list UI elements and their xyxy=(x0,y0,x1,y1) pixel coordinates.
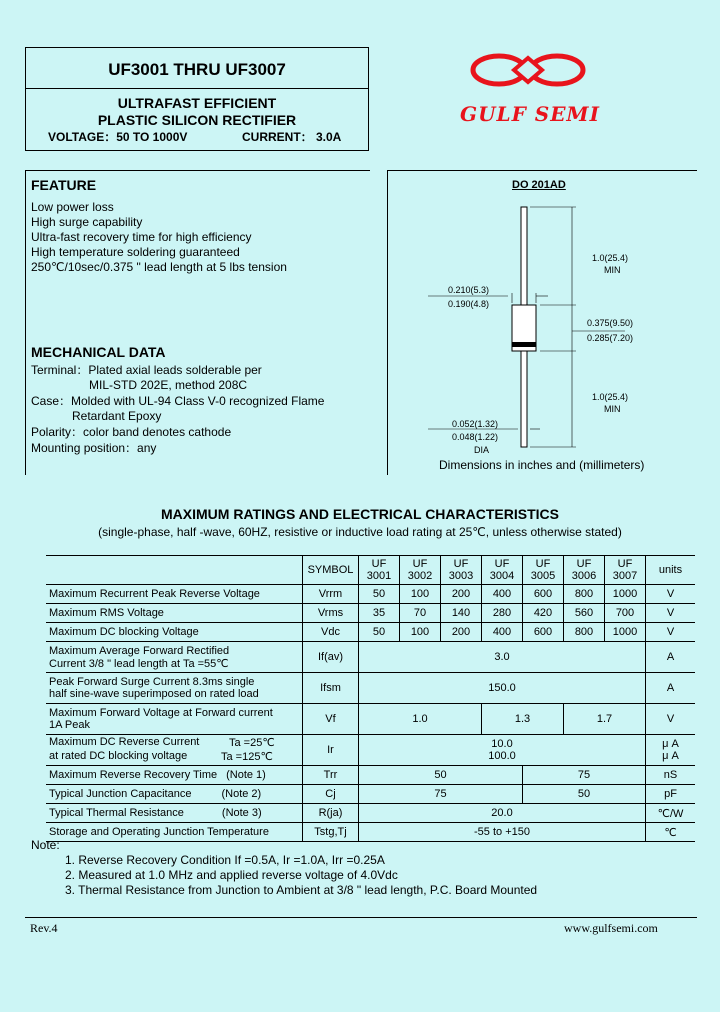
header-part-cell xyxy=(441,556,482,585)
table-row xyxy=(46,766,695,785)
lead-dia-max: 0.052(1.32) xyxy=(452,419,499,429)
param-unit: ℃/W xyxy=(646,804,696,823)
part-number: 3006 xyxy=(571,570,597,582)
lead-dia-label: DIA xyxy=(474,445,490,455)
feature-item: High surge capability xyxy=(31,215,143,229)
header-part-cell xyxy=(605,556,646,585)
table-row xyxy=(46,585,695,604)
part-prefix: UF xyxy=(412,558,428,570)
param-symbol: Tstg,Tj xyxy=(303,823,359,842)
param-description xyxy=(46,642,303,673)
param-unit: A xyxy=(646,673,696,704)
product-title-line1: ULTRAFAST EFFICIENT xyxy=(117,95,277,111)
param-value: 50 xyxy=(359,623,400,642)
param-value: 600 xyxy=(523,623,564,642)
lead-length-bottom: 1.0(25.4) xyxy=(592,392,629,402)
header-part-cell xyxy=(359,556,400,585)
desc-line: Typical Junction Capacitance xyxy=(49,788,192,800)
note-item: 1. Reverse Recovery Condition If =0.5A, Ir =1.0A, Irr =0.25A xyxy=(65,853,385,867)
ratings-title: MAXIMUM RATINGS AND ELECTRICAL CHARACTERISTICS xyxy=(161,506,559,522)
param-value: 100 xyxy=(400,585,441,604)
param-description: Maximum DC blocking Voltage xyxy=(46,623,303,642)
table-row xyxy=(46,785,695,804)
header-part-cell xyxy=(400,556,441,585)
lead-length-top-min: MIN xyxy=(604,265,621,275)
part-number: 3001 xyxy=(366,570,392,582)
param-value: 1.7 xyxy=(564,704,646,735)
param-description: Maximum RMS Voltage xyxy=(46,604,303,623)
unit-line: μ A xyxy=(662,738,679,750)
desc-line: 1A Peak xyxy=(49,719,90,731)
mechanical-line: MIL-STD 202E, method 208C xyxy=(89,378,248,392)
feature-heading: FEATURE xyxy=(31,177,97,193)
param-unit: V xyxy=(646,623,696,642)
param-value: 800 xyxy=(564,623,605,642)
param-value: 600 xyxy=(523,585,564,604)
desc-line: Peak Forward Surge Current 8.3ms single xyxy=(49,676,255,688)
param-value: 50 xyxy=(359,585,400,604)
param-description: Storage and Operating Junction Temperature xyxy=(46,823,303,842)
value-line: 10.0 xyxy=(491,738,513,750)
param-value: -55 to +150 xyxy=(359,823,646,842)
table-row xyxy=(46,642,695,673)
feature-item: Ultra-fast recovery time for high efficiency xyxy=(31,230,252,244)
table-row xyxy=(46,604,695,623)
param-symbol: Trr xyxy=(303,766,359,785)
header-units: units xyxy=(646,556,696,585)
title-box xyxy=(25,47,369,151)
param-value: 200 xyxy=(441,623,482,642)
part-prefix: UF xyxy=(535,558,551,570)
test-condition: Ta =125℃ xyxy=(221,751,273,763)
lead-dia-min: 0.048(1.22) xyxy=(452,432,499,442)
param-value: 20.0 xyxy=(359,804,646,823)
dimension-caption: Dimensions in inches and (millimeters) xyxy=(439,458,645,472)
website-link[interactable]: www.gulfsemi.com xyxy=(564,921,658,935)
note-item: 2. Measured at 1.0 MHz and applied reverse voltage of 4.0Vdc xyxy=(65,868,398,882)
param-symbol: Ir xyxy=(303,735,359,766)
param-description: Maximum Recurrent Peak Reverse Voltage xyxy=(46,585,303,604)
param-symbol: Vf xyxy=(303,704,359,735)
param-value: 1000 xyxy=(605,623,646,642)
mechanical-line: Polarity：color band denotes cathode xyxy=(31,425,232,439)
desc-line: Typical Thermal Resistance xyxy=(49,807,184,819)
revision-label: Rev.4 xyxy=(30,921,58,935)
part-prefix: UF xyxy=(494,558,510,570)
param-value: 1.0 xyxy=(359,704,482,735)
body-dia-max: 0.210(5.3) xyxy=(448,285,490,295)
logo-wordmark: GULF SEMI xyxy=(460,102,600,126)
header-part-cell xyxy=(523,556,564,585)
test-condition: Ta =25℃ xyxy=(229,737,275,749)
body-length-min: 0.285(7.20) xyxy=(587,333,634,343)
param-unit: pF xyxy=(646,785,696,804)
header-part-cell xyxy=(564,556,605,585)
param-symbol: Vrrm xyxy=(303,585,359,604)
header-symbol: SYMBOL xyxy=(303,556,359,585)
table-row xyxy=(46,823,695,842)
footer-divider xyxy=(25,917,697,918)
param-unit: V xyxy=(646,585,696,604)
header-description-cell xyxy=(46,556,303,585)
part-range-title: UF3001 THRU UF3007 xyxy=(26,48,368,89)
ratings-subtitle: (single-phase, half -wave, 60HZ, resistive or inductive load rating at 25℃, unless otherwise stated) xyxy=(98,525,622,539)
note-ref: (Note 2) xyxy=(221,788,262,800)
table-row xyxy=(46,623,695,642)
table-row xyxy=(46,673,695,704)
param-value: 50 xyxy=(523,785,646,804)
param-value: 200 xyxy=(441,585,482,604)
part-prefix: UF xyxy=(617,558,633,570)
table-row xyxy=(46,735,695,766)
note-item: 3. Thermal Resistance from Junction to Ambient at 3/8 " lead length, P.C. Board Mounted xyxy=(65,883,538,897)
note-ref: (Note 3) xyxy=(221,807,262,819)
param-description xyxy=(46,704,303,735)
table-header-row xyxy=(46,556,695,585)
part-number: 3003 xyxy=(448,570,474,582)
part-number: 3007 xyxy=(612,570,638,582)
part-prefix: UF xyxy=(453,558,469,570)
header-part-cell xyxy=(482,556,523,585)
notes-title: Note: xyxy=(31,838,60,852)
desc-line: Maximum DC Reverse Current xyxy=(49,736,200,748)
param-value: 70 xyxy=(400,604,441,623)
param-value: 560 xyxy=(564,604,605,623)
param-description xyxy=(46,766,303,785)
ratings-table xyxy=(46,555,695,842)
param-unit: V xyxy=(646,704,696,735)
product-title-line2: PLASTIC SILICON RECTIFIER xyxy=(97,112,297,128)
param-symbol: Vrms xyxy=(303,604,359,623)
note-ref: (Note 1) xyxy=(226,769,266,781)
body-length-max: 0.375(9.50) xyxy=(587,318,634,328)
param-value: 75 xyxy=(523,766,646,785)
mechanical-line: Mounting position：any xyxy=(31,441,157,455)
param-value: 1000 xyxy=(605,585,646,604)
param-value xyxy=(359,735,646,766)
param-value: 140 xyxy=(441,604,482,623)
feature-item: High temperature soldering guaranteed xyxy=(31,245,240,259)
param-value: 35 xyxy=(359,604,400,623)
desc-line: half sine-wave superimposed on rated load xyxy=(49,688,259,700)
param-value: 75 xyxy=(359,785,523,804)
mechanical-heading: MECHANICAL DATA xyxy=(31,344,166,360)
lead-length-top: 1.0(25.4) xyxy=(592,253,629,263)
param-unit: V xyxy=(646,604,696,623)
param-description xyxy=(46,735,303,766)
part-prefix: UF xyxy=(371,558,387,570)
param-symbol: Cj xyxy=(303,785,359,804)
unit-line: μ A xyxy=(662,750,679,762)
param-description xyxy=(46,673,303,704)
voltage-rating: VOLTAGE：50 TO 1000V xyxy=(48,130,188,144)
table-row xyxy=(46,704,695,735)
feature-item: 250℃/10sec/0.375 " lead length at 5 lbs tension xyxy=(31,260,287,274)
part-number: 3004 xyxy=(489,570,515,582)
desc-line: Current 3/8 " lead length at Ta =55℃ xyxy=(49,657,229,670)
param-unit: ℃ xyxy=(646,823,696,842)
param-description xyxy=(46,785,303,804)
param-value: 50 xyxy=(359,766,523,785)
package-title: DO 201AD xyxy=(512,179,566,191)
param-symbol: Vdc xyxy=(303,623,359,642)
gulf-semi-logo xyxy=(456,50,616,130)
mechanical-line: Terminal：Plated axial leads solderable per xyxy=(31,363,262,377)
param-symbol: If(av) xyxy=(303,642,359,673)
param-symbol: R(ja) xyxy=(303,804,359,823)
desc-line: Maximum Forward Voltage at Forward current xyxy=(49,707,273,719)
param-value: 800 xyxy=(564,585,605,604)
part-number: 3002 xyxy=(407,570,433,582)
mechanical-line: Case：Molded with UL-94 Class V-0 recognized Flame xyxy=(31,394,325,408)
param-value: 3.0 xyxy=(359,642,646,673)
part-number: 3005 xyxy=(530,570,556,582)
lead-length-bottom-min: MIN xyxy=(604,404,621,414)
param-value: 150.0 xyxy=(359,673,646,704)
desc-line: Maximum Average Forward Rectified xyxy=(49,644,230,657)
feature-item: Low power loss xyxy=(31,200,114,214)
param-value: 1.3 xyxy=(482,704,564,735)
param-unit xyxy=(646,735,696,766)
param-value: 100 xyxy=(400,623,441,642)
param-unit: nS xyxy=(646,766,696,785)
part-prefix: UF xyxy=(576,558,592,570)
param-value: 280 xyxy=(482,604,523,623)
table-row xyxy=(46,804,695,823)
mechanical-line: Retardant Epoxy xyxy=(72,409,162,423)
param-symbol: Ifsm xyxy=(303,673,359,704)
param-value: 400 xyxy=(482,623,523,642)
body-dia-min: 0.190(4.8) xyxy=(448,299,490,309)
param-value: 700 xyxy=(605,604,646,623)
current-rating: CURRENT： 3.0A xyxy=(242,130,342,144)
param-description xyxy=(46,804,303,823)
desc-line: Maximum Reverse Recovery Time xyxy=(49,769,218,781)
param-unit: A xyxy=(646,642,696,673)
desc-line: at rated DC blocking voltage xyxy=(49,750,188,762)
value-line: 100.0 xyxy=(488,750,516,762)
param-value: 400 xyxy=(482,585,523,604)
param-value: 420 xyxy=(523,604,564,623)
